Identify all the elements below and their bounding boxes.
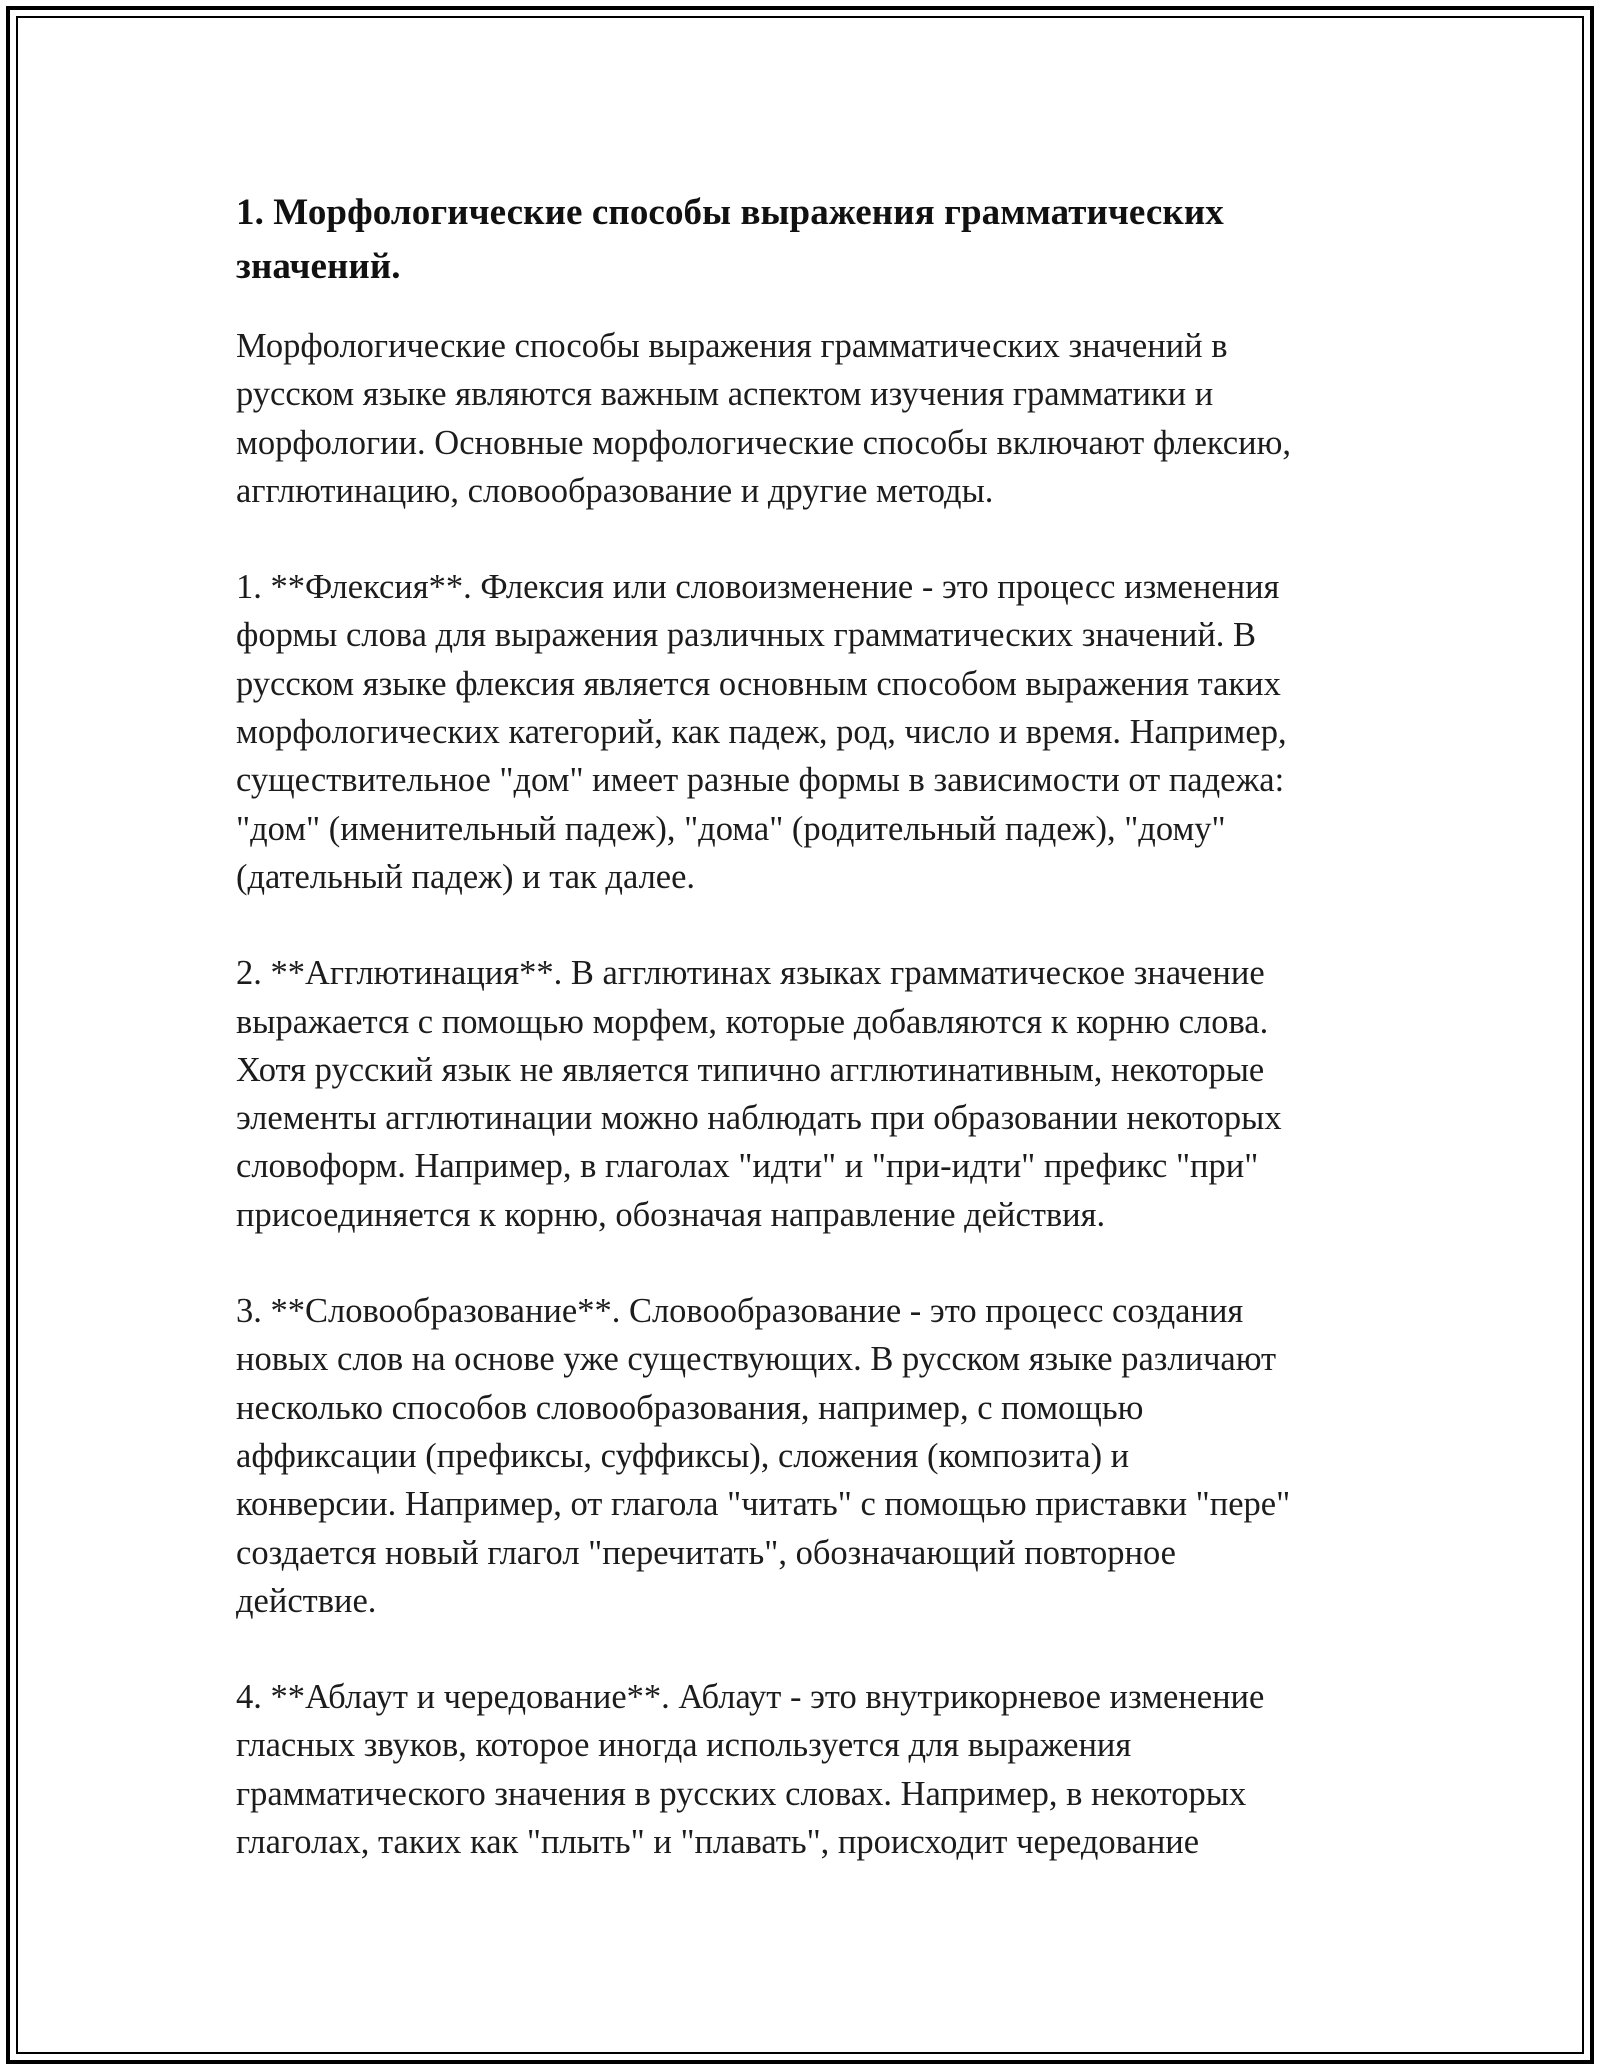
document-body (236, 186, 1376, 1914)
section-heading: 1. Морфологические способы выражения грамматических значений. (236, 192, 1224, 287)
paragraph-ablaut: 4. **Аблаут и чередование**. Аблаут - это внутрикорневое изменение гласных звуков, которое иногда используется для выражения грамматического значения в русских словах. Например, в некоторых глаголах, таких как "плыть" и "плавать", происходит чередование (236, 1678, 1265, 1862)
paragraph-agglutination: 2. **Агглютинация**. В агглютинах языках грамматическое значение выражается с помощью морфем, которые добавляются к корню слова. Хотя русский язык не является типично агглютинативным, некоторые элементы агглютинации можно наблюдать при образовании некоторых словоформ. Например, в глаголах "идти" и "при-идти" префикс "при" присоединяется к корню, обозначая направление действия. (236, 954, 1282, 1234)
intro-paragraph: Морфологические способы выражения грамматических значений в русском языке являются важным аспектом изучения грамматики и морфологии. Основные морфологические способы включают флексию, агглютинацию, словообразование и другие методы. (236, 327, 1291, 510)
paragraph-word-formation: 3. **Словообразование**. Словообразование - это процесс создания новых слов на основе уже существующих. В русском языке различают несколько способов словообразования, например, с помощью аффиксации (префиксы, суффиксы), сложения (композита) и конверсии. Например, от глагола "читать" с помощью приставки "пере" создается новый глагол "перечитать", обозначающий повторное действие. (236, 1292, 1291, 1620)
paragraph-inflection: 1. **Флексия**. Флексия или словоизменение - это процесс изменения формы слова для выражения различных грамматических значений. В русском языке флексия является основным способом выражения таких морфологических категорий, как падеж, род, число и время. Например, существительное "дом" имеет разные формы в зависимости от падежа: "дом" (именительный падеж), "дома" (родительный падеж), "дому" (дательный падеж) и так далее. (236, 568, 1287, 896)
